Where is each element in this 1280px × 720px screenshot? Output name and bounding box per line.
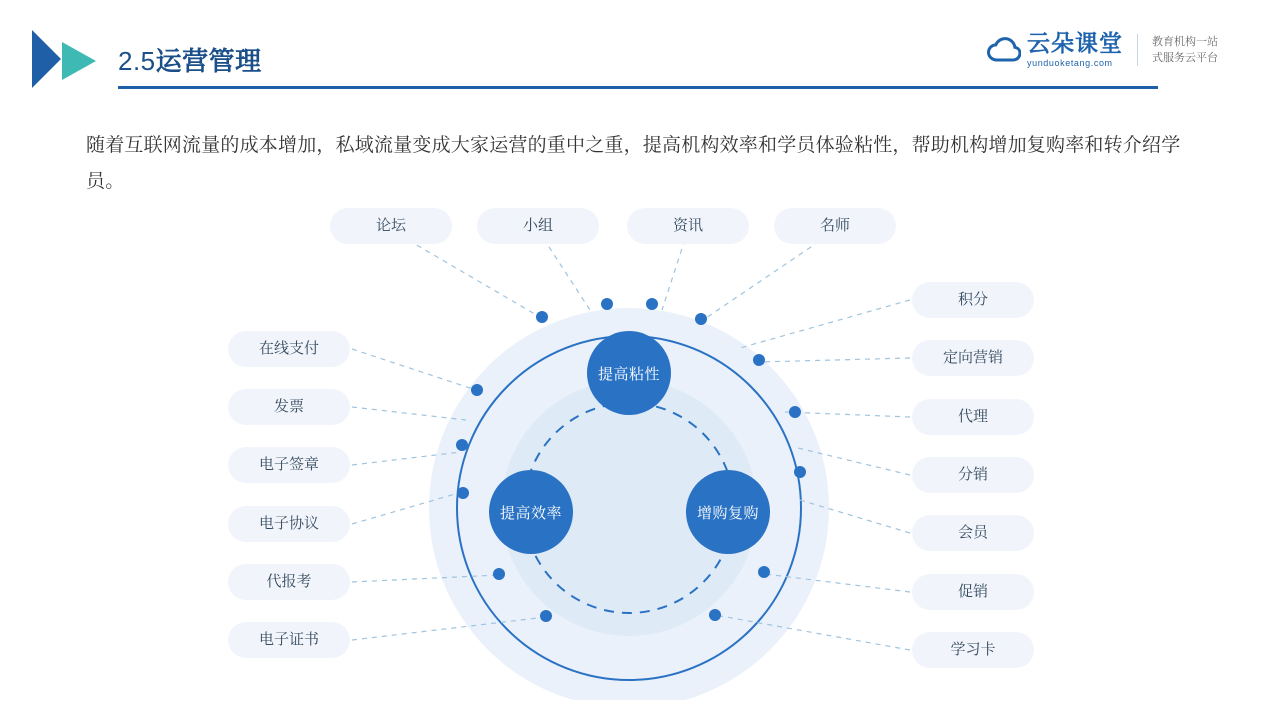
diagram-node-right[interactable] xyxy=(912,632,1034,668)
operations-diagram xyxy=(0,190,1280,700)
node-label: 论坛 xyxy=(375,217,406,234)
brand-name-cn: 云朵课堂 xyxy=(1027,30,1123,56)
logo-triangle-icon xyxy=(28,28,100,90)
page-header xyxy=(0,0,1280,100)
hub-label: 提高粘性 xyxy=(597,365,660,383)
hub-node[interactable] xyxy=(686,470,770,554)
diagram-node-left[interactable] xyxy=(228,506,350,542)
diagram-node-right[interactable] xyxy=(912,457,1034,493)
brand-slogan-line1: 教育机构一站 xyxy=(1152,36,1218,48)
node-label: 分销 xyxy=(957,466,988,483)
node-label: 积分 xyxy=(957,291,988,308)
brand-logo xyxy=(987,32,1218,68)
hub-label: 增购复购 xyxy=(696,504,759,522)
node-label: 名师 xyxy=(819,217,850,234)
node-label: 在线支付 xyxy=(258,340,319,357)
brand-slogan xyxy=(1152,34,1218,66)
node-label: 定向营销 xyxy=(942,349,1003,366)
diagram-node-top[interactable] xyxy=(330,208,452,244)
lead-paragraph: 随着互联网流量的成本增加，私域流量变成大家运营的重中之重，提高机构效率和学员体验粘性，帮助机构增加复购率和转介绍学员。 xyxy=(86,135,1181,192)
node-label: 促销 xyxy=(957,583,988,600)
hub-node[interactable] xyxy=(587,331,671,415)
node-label: 资讯 xyxy=(672,217,703,234)
hub-node[interactable] xyxy=(489,470,573,554)
title-underline xyxy=(118,86,1158,89)
section-number: 2.5 xyxy=(118,46,156,76)
brand-name-en: yunduoketang.com xyxy=(1027,58,1113,68)
diagram-node-left[interactable] xyxy=(228,389,350,425)
node-label: 电子证书 xyxy=(258,631,319,648)
diagram-node-left[interactable] xyxy=(228,622,350,658)
diagram-node-right[interactable] xyxy=(912,574,1034,610)
diagram-node-right[interactable] xyxy=(912,399,1034,435)
node-label: 小组 xyxy=(522,217,553,234)
diagram-canvas xyxy=(0,190,1280,700)
diagram-node-right[interactable] xyxy=(912,340,1034,376)
diagram-node-left[interactable] xyxy=(228,331,350,367)
node-label: 电子签章 xyxy=(258,456,319,473)
node-label: 代理 xyxy=(957,408,988,425)
diagram-node-left[interactable] xyxy=(228,447,350,483)
cloud-icon xyxy=(987,37,1021,63)
node-label: 发票 xyxy=(273,398,304,415)
diagram-node-top[interactable] xyxy=(477,208,599,244)
diagram-node-right[interactable] xyxy=(912,515,1034,551)
diagram-node-right[interactable] xyxy=(912,282,1034,318)
diagram-node-top[interactable] xyxy=(774,208,896,244)
diagram-node-top[interactable] xyxy=(627,208,749,244)
node-label: 会员 xyxy=(957,524,988,541)
diagram-node-left[interactable] xyxy=(228,564,350,600)
brand-slogan-line2: 式服务云平台 xyxy=(1152,52,1218,64)
node-label: 电子协议 xyxy=(258,515,319,532)
brand-divider xyxy=(1137,34,1138,66)
node-label: 学习卡 xyxy=(950,641,996,658)
node-label: 代报考 xyxy=(266,573,312,590)
hub-label: 提高效率 xyxy=(499,504,562,522)
section-title: 运营管理 xyxy=(155,46,262,76)
